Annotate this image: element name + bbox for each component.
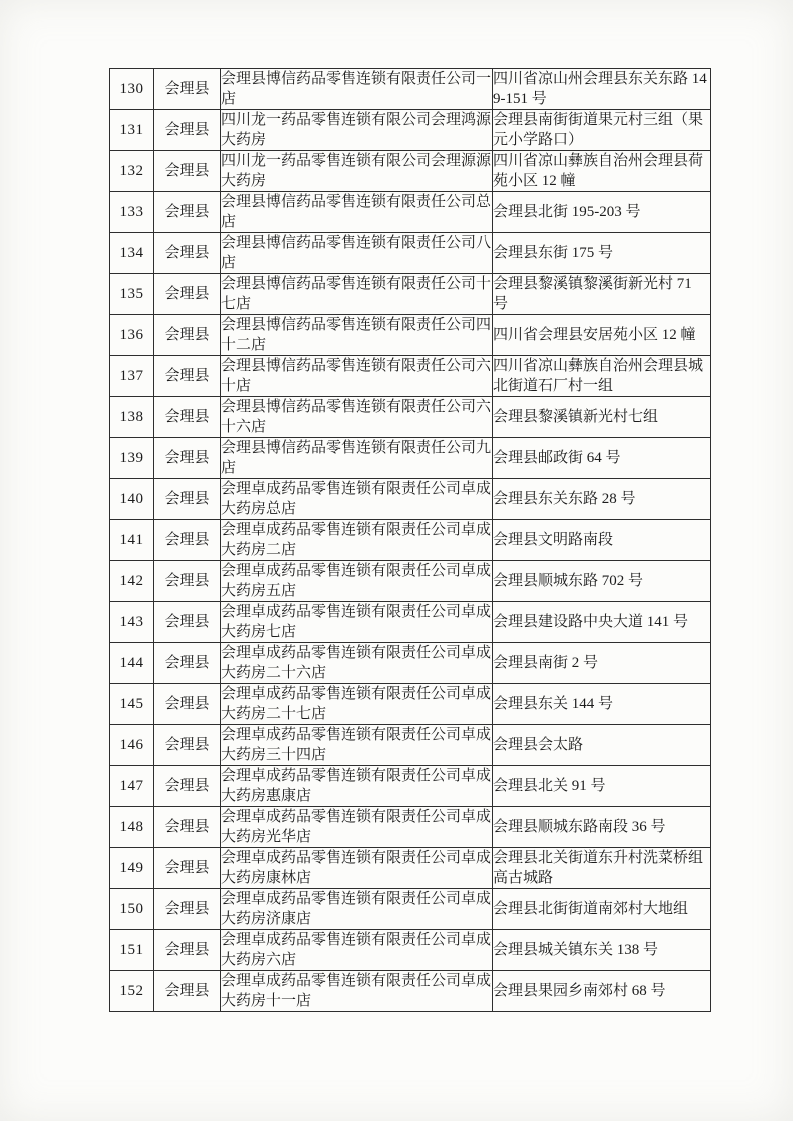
cell-address: 会理县东街 175 号 (493, 233, 711, 274)
cell-address: 会理县邮政街 64 号 (493, 438, 711, 479)
cell-address: 会理县东关 144 号 (493, 684, 711, 725)
cell-index: 151 (110, 930, 154, 971)
table-row (110, 192, 711, 233)
cell-county: 会理县 (154, 520, 221, 561)
cell-county: 会理县 (154, 151, 221, 192)
cell-address: 会理县城关镇东关 138 号 (493, 930, 711, 971)
table-row (110, 233, 711, 274)
table-row (110, 151, 711, 192)
table-row (110, 971, 711, 1012)
cell-index: 130 (110, 69, 154, 110)
cell-company-name: 会理县博信药品零售连锁有限责任公司四十二店 (221, 315, 493, 356)
cell-index: 149 (110, 848, 154, 889)
cell-company-name: 会理卓成药品零售连锁有限责任公司卓成大药房五店 (221, 561, 493, 602)
cell-address: 会理县会太路 (493, 725, 711, 766)
cell-address: 会理县顺城东路南段 36 号 (493, 807, 711, 848)
cell-company-name: 会理县博信药品零售连锁有限责任公司一店 (221, 69, 493, 110)
table-row (110, 889, 711, 930)
cell-index: 150 (110, 889, 154, 930)
cell-company-name: 会理县博信药品零售连锁有限责任公司十七店 (221, 274, 493, 315)
cell-county: 会理县 (154, 356, 221, 397)
cell-county: 会理县 (154, 479, 221, 520)
cell-county: 会理县 (154, 602, 221, 643)
table-row (110, 602, 711, 643)
table-row (110, 807, 711, 848)
table-row (110, 930, 711, 971)
cell-county: 会理县 (154, 192, 221, 233)
cell-company-name: 会理县博信药品零售连锁有限责任公司八店 (221, 233, 493, 274)
cell-index: 152 (110, 971, 154, 1012)
cell-county: 会理县 (154, 684, 221, 725)
table-row (110, 848, 711, 889)
table-row (110, 561, 711, 602)
cell-county: 会理县 (154, 889, 221, 930)
cell-address: 会理县黎溪镇黎溪街新光村 71 号 (493, 274, 711, 315)
cell-company-name: 会理卓成药品零售连锁有限责任公司卓成大药房二十六店 (221, 643, 493, 684)
cell-company-name: 四川龙一药品零售连锁有限公司会理源源大药房 (221, 151, 493, 192)
cell-company-name: 会理卓成药品零售连锁有限责任公司卓成大药房光华店 (221, 807, 493, 848)
cell-address: 四川省凉山州会理县东关东路 149-151 号 (493, 69, 711, 110)
cell-county: 会理县 (154, 110, 221, 151)
cell-index: 137 (110, 356, 154, 397)
cell-address: 会理县北街街道南郊村大地组 (493, 889, 711, 930)
cell-company-name: 会理县博信药品零售连锁有限责任公司六十六店 (221, 397, 493, 438)
cell-county: 会理县 (154, 848, 221, 889)
cell-address: 会理县文明路南段 (493, 520, 711, 561)
cell-company-name: 会理卓成药品零售连锁有限责任公司卓成大药房二十七店 (221, 684, 493, 725)
table-row (110, 520, 711, 561)
cell-company-name: 会理卓成药品零售连锁有限责任公司卓成大药房总店 (221, 479, 493, 520)
table-row (110, 438, 711, 479)
cell-county: 会理县 (154, 807, 221, 848)
table-row (110, 684, 711, 725)
cell-index: 135 (110, 274, 154, 315)
cell-county: 会理县 (154, 233, 221, 274)
cell-company-name: 会理卓成药品零售连锁有限责任公司卓成大药房七店 (221, 602, 493, 643)
cell-company-name: 会理卓成药品零售连锁有限责任公司卓成大药房济康店 (221, 889, 493, 930)
table-row (110, 110, 711, 151)
cell-address: 会理县东关东路 28 号 (493, 479, 711, 520)
cell-address: 四川省凉山彝族自治州会理县城北街道石厂村一组 (493, 356, 711, 397)
table-row (110, 725, 711, 766)
cell-index: 133 (110, 192, 154, 233)
cell-county: 会理县 (154, 69, 221, 110)
cell-county: 会理县 (154, 930, 221, 971)
cell-county: 会理县 (154, 643, 221, 684)
cell-county: 会理县 (154, 397, 221, 438)
cell-company-name: 会理卓成药品零售连锁有限责任公司卓成大药房六店 (221, 930, 493, 971)
cell-company-name: 会理卓成药品零售连锁有限责任公司卓成大药房康林店 (221, 848, 493, 889)
cell-index: 141 (110, 520, 154, 561)
cell-index: 131 (110, 110, 154, 151)
cell-address: 会理县南街街道果元村三组（果元小学路口） (493, 110, 711, 151)
cell-county: 会理县 (154, 274, 221, 315)
cell-company-name: 四川龙一药品零售连锁有限公司会理鸿源大药房 (221, 110, 493, 151)
cell-index: 138 (110, 397, 154, 438)
cell-county: 会理县 (154, 561, 221, 602)
cell-index: 139 (110, 438, 154, 479)
cell-address: 会理县北关街道东升村洗菜桥组高古城路 (493, 848, 711, 889)
cell-company-name: 会理县博信药品零售连锁有限责任公司六十店 (221, 356, 493, 397)
table-row (110, 274, 711, 315)
cell-company-name: 会理卓成药品零售连锁有限责任公司卓成大药房惠康店 (221, 766, 493, 807)
cell-county: 会理县 (154, 315, 221, 356)
cell-index: 132 (110, 151, 154, 192)
cell-company-name: 会理卓成药品零售连锁有限责任公司卓成大药房十一店 (221, 971, 493, 1012)
cell-index: 147 (110, 766, 154, 807)
pharmacy-table (109, 68, 711, 1012)
cell-county: 会理县 (154, 766, 221, 807)
cell-index: 145 (110, 684, 154, 725)
cell-index: 148 (110, 807, 154, 848)
cell-index: 134 (110, 233, 154, 274)
cell-address: 会理县南街 2 号 (493, 643, 711, 684)
table-row (110, 479, 711, 520)
cell-company-name: 会理县博信药品零售连锁有限责任公司总店 (221, 192, 493, 233)
cell-address: 会理县建设路中央大道 141 号 (493, 602, 711, 643)
cell-company-name: 会理卓成药品零售连锁有限责任公司卓成大药房三十四店 (221, 725, 493, 766)
cell-index: 146 (110, 725, 154, 766)
cell-company-name: 会理县博信药品零售连锁有限责任公司九店 (221, 438, 493, 479)
cell-address: 四川省会理县安居苑小区 12 幢 (493, 315, 711, 356)
cell-county: 会理县 (154, 725, 221, 766)
cell-index: 136 (110, 315, 154, 356)
cell-index: 143 (110, 602, 154, 643)
cell-address: 会理县果园乡南郊村 68 号 (493, 971, 711, 1012)
cell-address: 会理县黎溪镇新光村七组 (493, 397, 711, 438)
cell-county: 会理县 (154, 971, 221, 1012)
cell-company-name: 会理卓成药品零售连锁有限责任公司卓成大药房二店 (221, 520, 493, 561)
pharmacy-table-body (110, 69, 711, 1012)
cell-address: 会理县顺城东路 702 号 (493, 561, 711, 602)
table-row (110, 356, 711, 397)
cell-index: 144 (110, 643, 154, 684)
cell-county: 会理县 (154, 438, 221, 479)
cell-address: 四川省凉山彝族自治州会理县荷苑小区 12 幢 (493, 151, 711, 192)
cell-address: 会理县北关 91 号 (493, 766, 711, 807)
cell-address: 会理县北街 195-203 号 (493, 192, 711, 233)
table-row (110, 643, 711, 684)
table-row (110, 69, 711, 110)
cell-index: 140 (110, 479, 154, 520)
cell-index: 142 (110, 561, 154, 602)
table-row (110, 766, 711, 807)
table-row (110, 397, 711, 438)
table-row (110, 315, 711, 356)
